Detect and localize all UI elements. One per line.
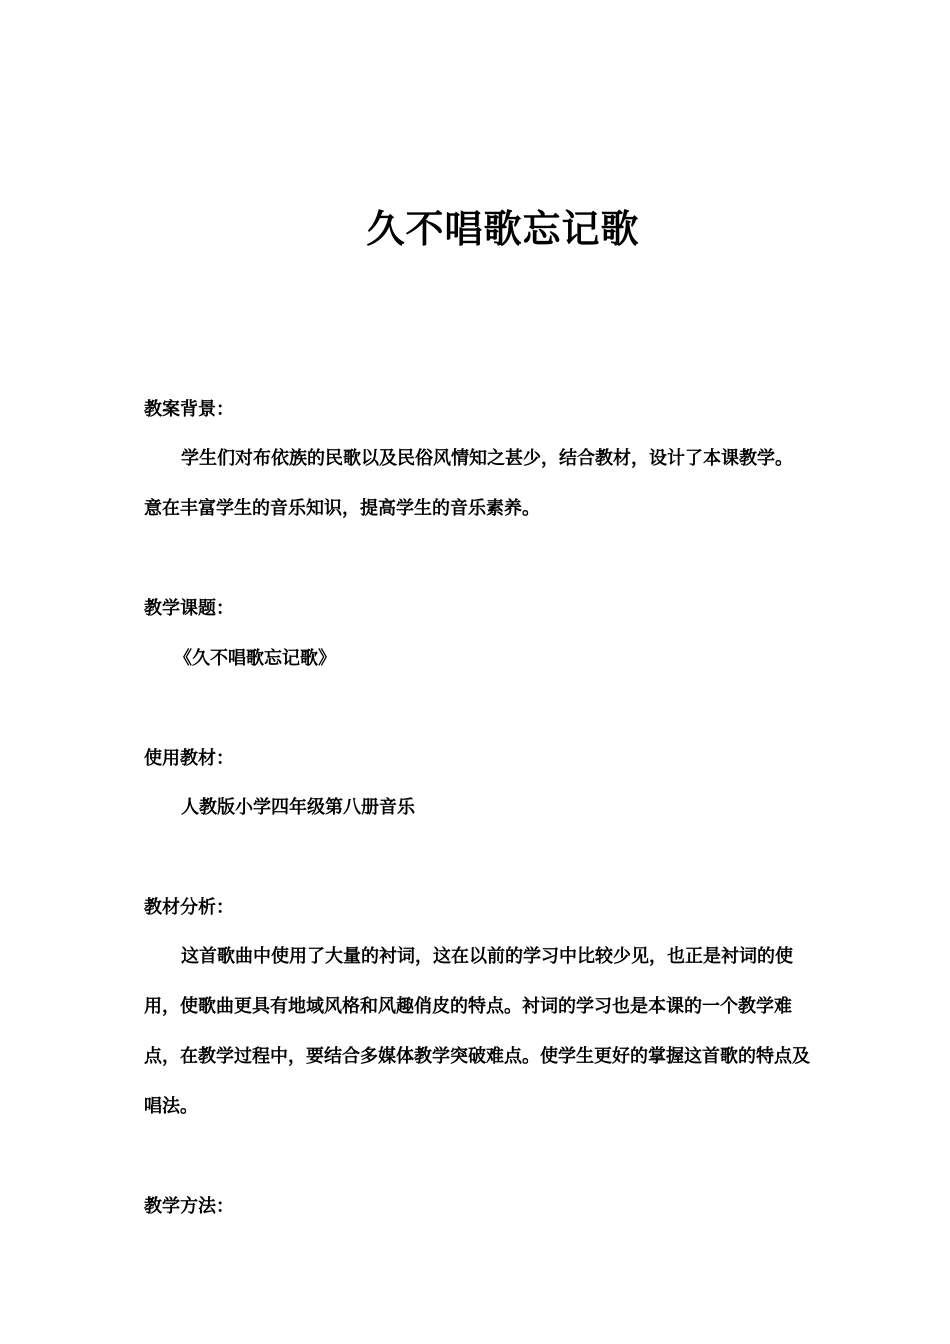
section-background	[144, 398, 810, 422]
material-value: 人教版小学四年级第八册音乐	[181, 797, 415, 818]
section-analysis-body	[144, 932, 810, 1132]
background-paragraph: 学生们对布依族的民歌以及民俗风情知之甚少，结合教材，设计了本课教学。意在丰富学生的音乐知识，提高学生的音乐素养。	[144, 448, 793, 519]
section-topic	[144, 597, 810, 621]
section-analysis	[144, 896, 810, 920]
section-material-body	[144, 796, 810, 820]
section-heading-topic: 教学课题：	[144, 598, 234, 619]
section-heading-material: 使用教材：	[144, 748, 234, 769]
section-method	[144, 1195, 810, 1219]
section-material	[144, 747, 810, 771]
section-topic-body	[144, 647, 810, 671]
section-heading-analysis: 教材分析：	[144, 897, 234, 918]
section-background-body	[144, 434, 810, 534]
section-heading-background: 教案背景：	[144, 399, 234, 420]
topic-value: 《久不唱歌忘记歌》	[174, 648, 336, 669]
section-heading-method: 教学方法：	[144, 1196, 234, 1217]
document-title: 久不唱歌忘记歌	[366, 207, 640, 251]
analysis-paragraph: 这首歌曲中使用了大量的衬词，这在以前的学习中比较少见，也正是衬词的使用，使歌曲更具有地域风格和风趣俏皮的特点。衬词的学习也是本课的一个教学难点，在教学过程中，要结合多媒体教学突破难点。使学生更好的掌握这首歌的特点及唱法。	[144, 946, 810, 1117]
